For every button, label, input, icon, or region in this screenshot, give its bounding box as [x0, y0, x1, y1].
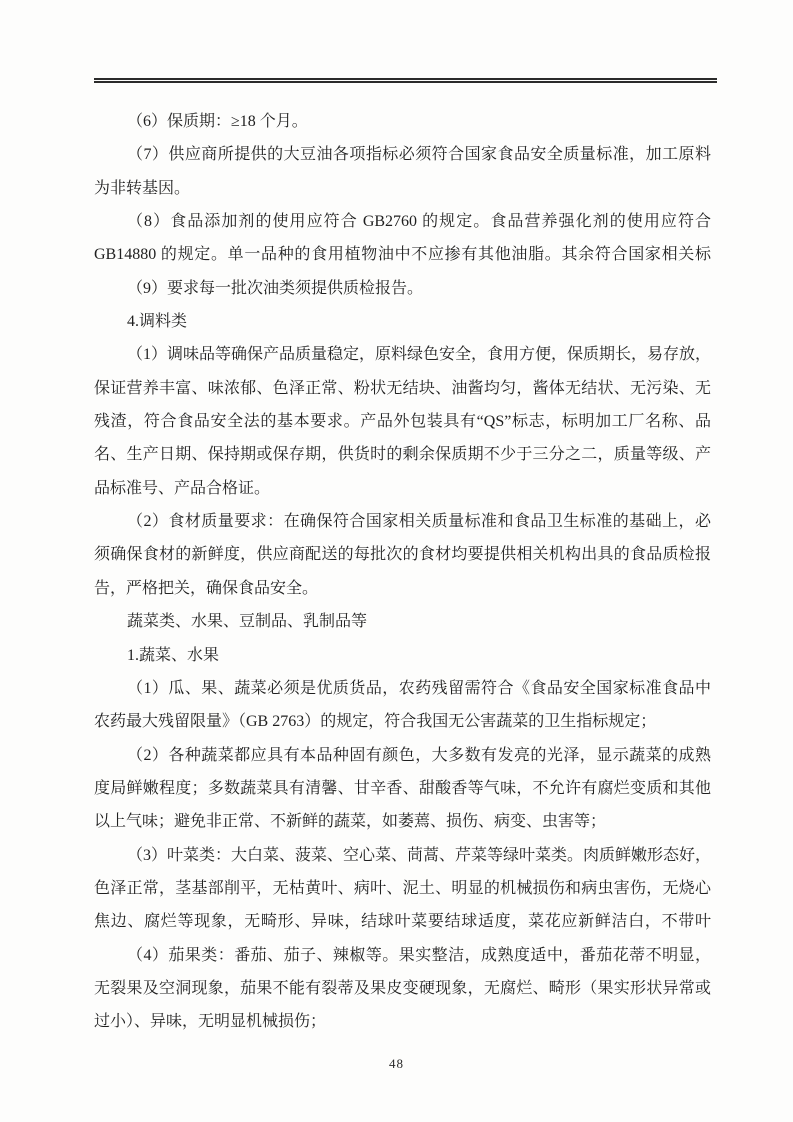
text-line: 蔬菜类、水果、豆制品、乳制品等 [127, 613, 368, 631]
text-line: 4.调料类 [127, 313, 188, 331]
text-line: 1.蔬菜、水果 [127, 646, 220, 664]
text-line: 残渣，符合食品安全法的基本要求。产品外包装具有“QS”标志，标明加工厂名称、品 [94, 413, 711, 431]
header-rule [94, 78, 717, 83]
text-line: （3）叶菜类：大白菜、菠菜、空心菜、茼蒿、芹菜等绿叶菜类。肉质鲜嫩形态好， [127, 846, 711, 864]
page-number: 48 [389, 1056, 404, 1071]
text-body [94, 105, 711, 1039]
text-line: 农药最大残留限量》（GB 2763）的规定，符合我国无公害蔬菜的卫生指标规定； [94, 713, 657, 731]
text-line: 须确保食材的新鲜度，供应商配送的每批次的食材均要提供相关机构出具的食品质检报 [94, 546, 711, 564]
text-line: （4）茄果类：番茄、茄子、辣椒等。果实整洁，成熟度适中，番茄花蒂不明显， [127, 946, 711, 964]
text-line: （7）供应商所提供的大豆油各项指标必须符合国家食品安全质量标准，加工原料 [127, 146, 711, 164]
text-line: 为非转基因。 [94, 179, 191, 197]
text-line: 焦边、腐烂等现象，无畸形、异味，结球叶菜要结球适度，菜花应新鲜洁白，不带叶 [94, 913, 711, 931]
text-line: （1）调味品等确保产品质量稳定，原料绿色安全，食用方便，保质期长，易存放， [127, 346, 711, 364]
text-line: 无裂果及空洞现象，茄果不能有裂蒂及果皮变硬现象，无腐烂、畸形（果实形状异常或 [94, 979, 711, 997]
text-line: 过小）、异味，无明显机械损伤； [94, 1013, 327, 1031]
text-line: （1）瓜、果、蔬菜必须是优质货品，农药残留需符合《食品安全国家标准食品中 [127, 679, 711, 697]
text-line: （6）保质期：≥18 个月。 [127, 113, 308, 130]
text-line: 色泽正常，茎基部削平，无枯黄叶、病叶、泥土、明显的机械损伤和病虫害伤，无烧心 [94, 879, 711, 897]
text-line: 以上气味；避免非正常、不新鲜的蔬菜，如萎蔫、损伤、病变、虫害等； [94, 813, 607, 831]
text-line: （9）要求每一批次油类须提供质检报告。 [127, 279, 424, 297]
text-line: （2）各种蔬菜都应具有本品种固有颜色，大多数有发亮的光泽，显示蔬菜的成熟 [127, 746, 711, 764]
text-line: 告，严格把关，确保食品安全。 [94, 579, 319, 597]
text-line: （2）食材质量要求：在确保符合国家相关质量标准和食品卫生标准的基础上，必 [127, 513, 711, 531]
text-line: 度局鲜嫩程度；多数蔬菜具有清馨、甘辛香、甜酸香等气味，不允许有腐烂变质和其他 [94, 779, 711, 797]
text-line: （8）食品添加剂的使用应符合 GB2760 的规定。食品营养强化剂的使用应符合 [127, 213, 711, 231]
text-line: GB14880 的规定。单一品种的食用植物油中不应掺有其他油脂。其余符合国家相关标 [94, 246, 711, 264]
text-line: 保证营养丰富、味浓郁、色泽正常、粉状无结块、油酱均匀，酱体无结状、无污染、无 [94, 379, 711, 397]
text-line: 品标准号、产品合格证。 [94, 479, 271, 497]
text-line: 名、生产日期、保持期或保存期，供货时的剩余保质期不少于三分之二，质量等级、产 [94, 446, 711, 464]
